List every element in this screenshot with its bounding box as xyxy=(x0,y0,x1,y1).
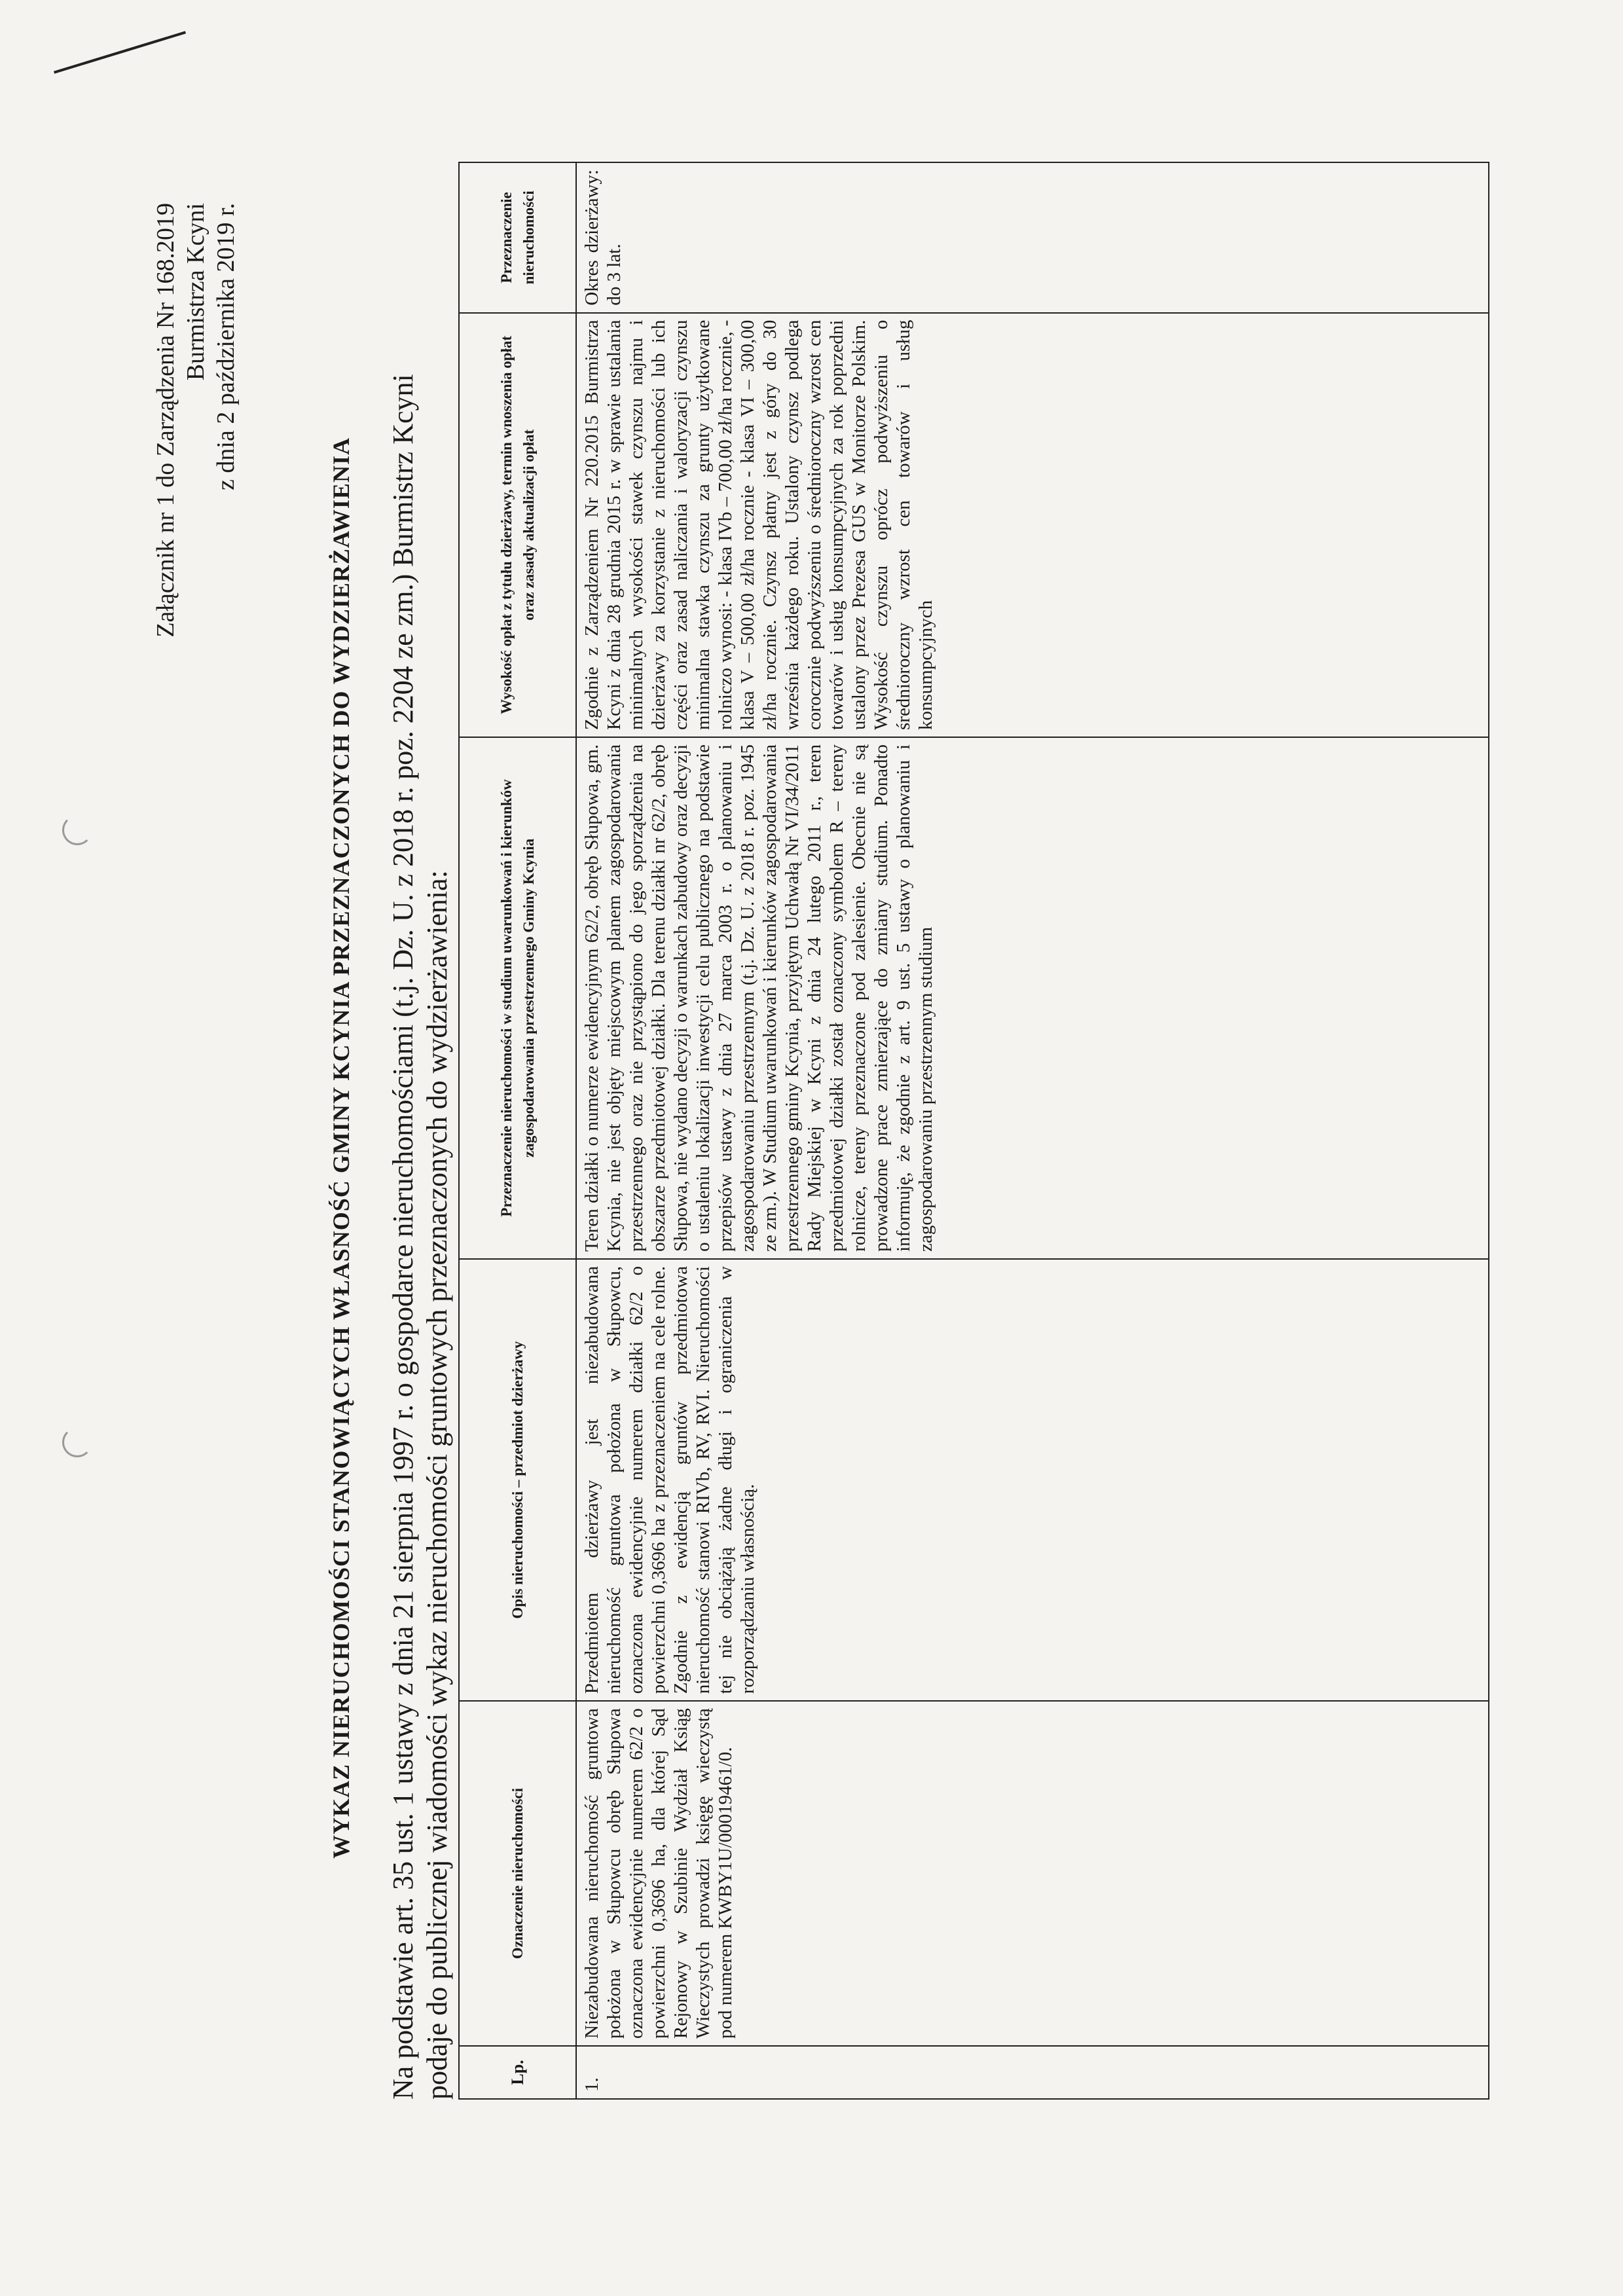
intro-line-2: podaje do publicznej wiadomości wykaz nieruchomości gruntowych przeznaczonych do wydzierżawienia: xyxy=(421,870,453,2100)
property-table xyxy=(458,162,1489,2100)
cell-przeznaczenie: Okres dzierżawy: do 3 lat. xyxy=(576,162,1489,313)
cell-oplaty: Zgodnie z Zarządzeniem Nr 220.2015 Burmistrza Kcyni z dnia 28 grudnia 2015 r. w sprawie ustalania minimalnych wysokości stawek czynszu najmu i dzierżawy za korzystanie z nieruchomości lub ich części oraz zasad naliczania i waloryzacji czynszu minimalna stawka czynszu za grunty użytkowane rolniczo wynosi: - klasa IVb – 700,00 zł/ha rocznie, - klasa V – 500,00 zł/ha rocznie - klasa VI – 300,00 zł/ha rocznie. Czynsz płatny jest z góry do 30 września każdego roku. Ustalony czynsz podlega corocznie podwyższeniu o średnioroczny wzrost cen towarów i usług konsumpcyjnych za rok poprzedni ustalony przez Prezesa GUS w Monitorze Polskim. Wysokość czynszu oprócz podwyższeniu o średnioroczny wzrost cen towarów i usług konsumpcyjnych xyxy=(576,313,1489,737)
header-przeznaczenie-studium: Przeznaczenie nieruchomości w studium uwarunkowań i kierunków zagospodarowania przestrzennego Gminy Kcynia xyxy=(459,737,576,1259)
header-przeznaczenie: Przeznaczenie nieruchomości xyxy=(459,162,576,313)
cell-oznaczenie: Niezabudowana nieruchomość gruntowa położona w Słupowcu obręb Słupowa oznaczona ewidencyjnie numerem 62/2 o powierzchni 0,3696 ha, dla której Sąd Rejonowy w Szubinie Wydział Ksiąg Wieczystych prowadzi księgę wieczystą pod numerem KWBY1U/00019461/0. xyxy=(576,1701,1489,2046)
attachment-line-2: Burmistrza Kcyni xyxy=(182,203,210,381)
intro-line-1: Na podstawie art. 35 ust. 1 ustawy z dnia 21 sierpnia 1997 r. o gospodarce nieruchomościami (t.j. Dz. U. z 2018 r. poz. 2204 ze zm.) Burmistrz Kcyni xyxy=(387,374,419,2100)
attachment-note xyxy=(151,203,241,638)
header-wysokosc-oplat: Wysokość opłat z tytułu dzierżawy, termin wnoszenia opłat oraz zasady aktualizacji opłat xyxy=(459,313,576,737)
attachment-line-3: z dnia 2 października 2019 r. xyxy=(212,203,240,490)
header-lp: Lp. xyxy=(459,2046,576,2099)
table-row xyxy=(576,162,1489,2099)
intro-paragraph xyxy=(386,162,454,2100)
cell-studium: Teren działki o numerze ewidencyjnym 62/2, obręb Słupowa, gm. Kcynia, nie jest objęty miejscowym planem zagospodarowania przestrzennego oraz nie przystąpiono do jego sporządzenia na obszarze przedmiotowej działki. Dla terenu działki nr 62/2, obręb Słupowa, nie wydano decyzji o warunkach zabudowy oraz decyzji o ustaleniu lokalizacji inwestycji celu publicznego na podstawie przepisów ustawy z dnia 27 marca 2003 r. o planowaniu i zagospodarowaniu przestrzennym (t.j. Dz. U. z 2018 r. poz. 1945 ze zm.). W Studium uwarunkowań i kierunków zagospodarowania przestrzennego gminy Kcynia, przyjętym Uchwałą Nr VI/34/2011 Rady Miejskiej w Kcyni z dnia 24 lutego 2011 r., teren przedmiotowej działki został oznaczony symbolem R – tereny rolnicze, tereny przeznaczone pod zalesienie. Obecnie nie są prowadzone prace zmierzające do zmiany studium. Ponadto informuję, że zgodnie z art. 9 ust. 5 ustawy o planowaniu i zagospodarowaniu przestrzennym studium xyxy=(576,737,1489,1259)
cell-opis: Przedmiotem dzierżawy jest niezabudowana nieruchomość gruntowa położona w Słupowcu, oznaczona ewidencyjnie numerem działki 62/2 o powierzchni 0,3696 ha z przeznaczeniem na cele rolne. Zgodnie z ewidencją gruntów przedmiotowa nieruchomość stanowi RIVb, RV, RVI. Nieruchomości tej nie obciążają żadne długi i ograniczenia w rozporządzaniu własnością. xyxy=(576,1259,1489,1701)
document-title: WYKAZ NIERUCHOMOŚCI STANOWIĄCYCH WŁASNOŚĆ GMINY KCYNIA PRZEZNACZONYCH DO WYDZIERŻAWIENIA xyxy=(328,437,354,1859)
cell-lp: 1. xyxy=(576,2046,1489,2099)
header-oznaczenie: Oznaczenie nieruchomości xyxy=(459,1701,576,2046)
header-opis: Opis nieruchomości – przedmiot dzierżawy xyxy=(459,1259,576,1701)
attachment-line-1: Załącznik nr 1 do Zarządzenia Nr 168.2019 xyxy=(152,203,179,638)
table-header-row xyxy=(459,162,576,2099)
